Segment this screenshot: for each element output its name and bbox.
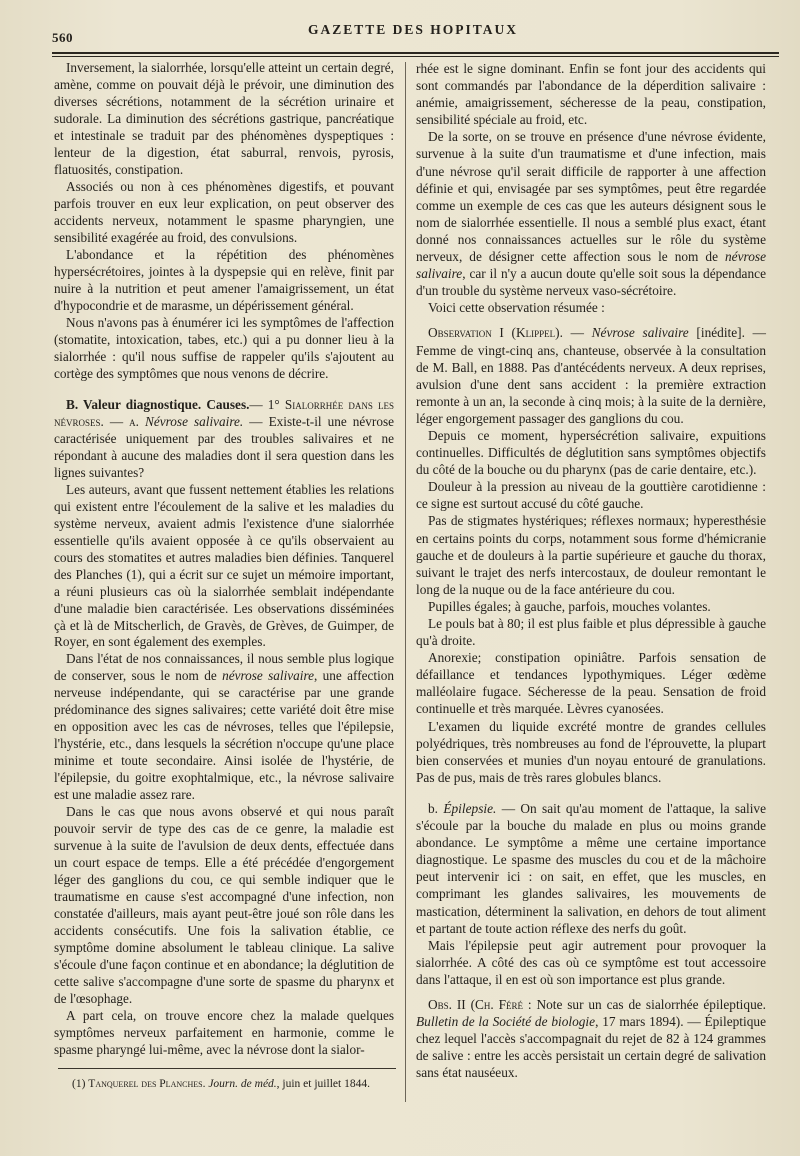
section-epilepsie: [416, 800, 766, 937]
paragraph: Voici cette observation résumée :: [428, 300, 605, 316]
journal-title: GAZETTE DES HOPITAUX: [307, 22, 519, 37]
observation-2-text: Note sur un cas de sialorrhée épileptique.: [536, 996, 766, 1012]
paragraph: rhée est le signe dominant. Enfin se font jour des accidents qui sont commandés par l'abondance de la déperdition salivaire : anémie, amaigrissement, sécheresse de la peau, constipation, sensibilité spéciale au froid, etc.: [416, 61, 766, 128]
section-epilepsie-title: Épilepsie.: [443, 800, 497, 816]
observation-1: [416, 324, 766, 427]
paragraph: Inversement, la sialorrhée, lorsqu'elle atteint un certain degré, amène, comme on pouvait déjà le prévoir, une diminution des diverses sécrétions, notamment de la sécrétion urinaire et sudorale. La diminution des sécrétions gastrique, pancréatique et intestinale se traduit par des phénomènes dyspeptiques : lenteur de la digestion, état saburral, renvois, pyrosis, flatuosités, constipation.: [54, 60, 394, 177]
observation-1-italic: Névrose salivaire: [591, 325, 689, 341]
paragraph: Les auteurs, avant que fussent nettement établies les relations qui existent entre l'écoulement de la salive et les maladies du système nerveux, avaient admis l'existence d'une sialorrhée essentielle qu'ils avaient opposée à ce qu'ils observaient au cours des stomatites et autres maladies bien définies. Tanquerel des Planches (1), qui a écrit sur ce sujet un mémoire important, a réuni plusieurs cas où la sialorrhée semblait indépendante d'une maladie bien caractérisée. Les observations disséminées çà et là de Mitscherlich, de Gravès, de Grèves, de Guimper, de Royer, en sont également des exemples.: [54, 481, 394, 650]
paragraph: Le pouls bat à 80; il est plus faible et plus dépressible à gauche qu'à droite.: [416, 616, 766, 649]
paragraph: Pas de stigmates hystériques; réflexes normaux; hyperesthésie en certains points du corps, notamment sous forme d'hémicranie gauche et de douleurs à la partie supérieure et gauche du thorax, suivant le trajet des nerfs intercostaux, de douleur remontant le long de la nuque ou de la face antérieure du cou.: [416, 513, 766, 597]
paragraph: Associés ou non à ces phénomènes digestifs, et pouvant parfois trouver en eux leur explication, on peut observer des accidents nerveux, notamment le spasme pharyngien, une sensibilité exagérée au froid, des convulsions.: [54, 178, 394, 245]
section-b-rest: — Existe-t-il une névrose caractérisée uniquement par des troubles salivaires et ne répondant à aucune des maladies dont il sera question dans les lignes suivantes?: [54, 413, 394, 480]
footnote-number: (1): [72, 1078, 89, 1090]
paragraph: Dans le cas que nous avons observé et qui nous paraît pouvoir servir de type des cas de ce genre, la maladie est survenue à la suite de l'avulsion de deux dents, effectuée dans un court espace de temps. Elle a été précédée d'engorgement léger des ganglions du cou, ce qui semble indiquer que le traumatisme en cause s'est accompagné d'une infection, non constatée d'ailleurs, mais ayant peut-être joué son rôle dans les accidents consécutifs. Une fois la salivation établie, ce symptôme domine absolument le tableau clinique. La salive s'écoule d'une façon continue et en abondance; la déglutition de cette salive s'accompagne d'une sorte de spasme du pharynx et de l'œsophage.: [54, 804, 394, 1007]
paragraph: Pupilles égales; à gauche, parfois, mouches volantes.: [428, 598, 711, 614]
footnote-rule: [58, 1068, 396, 1069]
footnote-author: Tanquerel des Planches.: [88, 1078, 206, 1090]
observation-1-label: Observation I (Klippel).: [428, 325, 563, 341]
paragraph: Nous n'avons pas à énumérer ici les symptômes de l'affection (stomatite, intoxication, tabes, etc.) qui a pu donner lieu à la sialorrhée : qu'il nous suffise de rappeler qu'ils s'ajoutent au cortège des symptômes que nous venons de décrire.: [54, 314, 394, 381]
paragraph: L'abondance et la répétition des phénomènes hypersécrétoires, jointes à la dyspepsie qui en relève, finit par nuire à la nutrition et peut amener l'amaigrissement, un état d'hypocondrie et de marasme, un dépérissement général.: [54, 246, 394, 313]
section-b-label: B. Valeur diagnostique. Causes.: [66, 396, 250, 412]
section-b-heading: [54, 397, 394, 482]
header-rule: [52, 52, 779, 54]
left-column: [54, 60, 394, 1059]
paragraph: L'examen du liquide excrété montre de grandes cellules polyédriques, très nombreuses au fond de l'éprouvette, la plupart bien conservées et munies d'un noyau entouré de granulations. Pas de pus, mais de très rares globules blancs.: [416, 718, 766, 785]
paragraph-text: , une affection nerveuse indépendante, qui se caractérise par une grande prédominance des signes salivaires; cette variété doit être mise en opposition avec les cas de névroses, telles que l'épilepsie, l'hystérie, etc., dans lesquels la sécrétion n'occupe qu'une place minime et toute secondaire. Ainsi isolée de l'hystérie, de l'épilepsie, du goitre exophtalmique, etc., la névrose salivaire est une maladie assez rare.: [54, 668, 394, 803]
paragraph: [416, 128, 766, 299]
header-rule-thin: [52, 56, 779, 57]
paragraph: [54, 651, 394, 804]
column-divider: [405, 62, 406, 1102]
right-column: [416, 60, 766, 1081]
observation-2-journal: Bulletin de la Société de biologie: [416, 1014, 596, 1030]
page-header: [52, 22, 774, 48]
paragraph-text: Dans l'état de nos connaissances, il nous semble plus logique de conserver, sous le nom de: [54, 651, 394, 684]
footnote-rest: , juin et juillet 1844.: [276, 1078, 370, 1090]
footnote: [72, 1077, 402, 1091]
section-b-sub-italic: Névrose salivaire.: [145, 413, 244, 429]
section-b-sub: — 1° Sialorrhée dans les névroses. — a.: [54, 396, 394, 429]
footnote-journal: Journ. de méd.: [205, 1078, 277, 1090]
observation-1-dash: —: [562, 325, 592, 341]
paragraph: A part cela, on trouve encore chez la malade quelques symptômes nerveux parfaitement en harmonie, comme le spasme pharyngé lui-même, avec la névrose dont la sialor-: [54, 1008, 394, 1058]
italic-term: névrose salivaire: [416, 249, 766, 282]
paragraph-text: , car il n'y a aucun doute qu'elle soit sous la dépendance d'un trouble du système nerveux vaso-sécrétoire.: [416, 266, 766, 299]
observation-1-text: [inédite]. — Femme de vingt-cinq ans, chanteuse, observée à la consultation de M. Ball, en 1888. Pas d'antécédents nerveux. A deux reprises, avulsion d'une dent sans accident : la première extraction remonte à un an, la seconde à cinq mois; à la suite de la dernière, léger engorgement passager des ganglions du cou.: [416, 325, 766, 426]
paragraph: Douleur à la pression au niveau de la gouttière carotidienne : ce signe est surtout accusé du côté gauche.: [416, 479, 766, 512]
observation-2-label: Obs. II (Ch. Féré :: [428, 996, 537, 1012]
section-epilepsie-text: — On sait qu'au moment de l'attaque, la salive s'écoule par la bouche du malade en plus ou moins grande abondance. Le symptôme a même une certaine importance diagnostique. Le spasme des muscles du cou et de la mâchoire peut intervenir ici : on sait, en effet, que les muscles, en comprimant les glandes salivaires, les mouvements de mastication, déterminent la salivation, en dehors de tout aliment et partant de toute action réflexe des nerfs du goût.: [416, 800, 767, 936]
section-b-letter: b.: [428, 800, 444, 816]
paragraph: Mais l'épilepsie peut agir autrement pour provoquer la sialorrhée. A côté des cas où ce symptôme est tout accessoire dans l'attaque, il en est où son importance est plus grande.: [416, 937, 766, 987]
paragraph-text: De la sorte, on se trouve en présence d'une névrose évidente, survenue à la suite d'un traumatisme et d'une infection, mais d'une névrose qu'il serait difficile de rapporter à une affection définie et qui, envisagée par ses symptômes, peut être regardée comme un exemple de ces cas que les auteurs désignent sous le nom de sialorrhée essentielle. Il nous a semblé plus exact, étant donné nos connaissances actuelles sur le rôle du système nerveux, de désigner cette affection sous le nom de: [416, 129, 766, 265]
paragraph: Depuis ce moment, hypersécrétion salivaire, expuitions continuelles. Difficultés de déglutition sans symptômes objectifs du côté de la bouche ou du pharynx (pas de carie dentaire, etc.).: [416, 427, 766, 478]
observation-2-rest: , 17 mars 1894). — Épileptique chez lequel l'accès s'accompagnait du rejet de 82 à 124 grammes de salive : entre les accès persistait un certain degré de salivation sans état nauséeux.: [416, 1014, 766, 1081]
paragraph: Anorexie; constipation opiniâtre. Parfois sensation de défaillance et tendances lypothymiques. Léger œdème malléolaire fugace. Sécheresse de la peau. Sensation de froid continuelle et très marquée. Lèvres cyanosées.: [416, 650, 766, 717]
italic-term: névrose salivaire: [222, 668, 315, 684]
page-number: 560: [52, 30, 73, 45]
observation-2: [416, 996, 766, 1081]
